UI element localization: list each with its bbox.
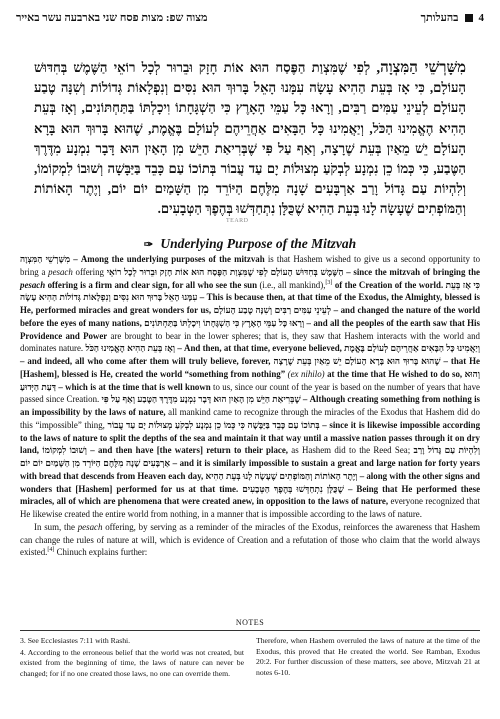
commentary-paragraph bbox=[20, 253, 480, 521]
square-bullet-icon bbox=[465, 14, 473, 22]
translation: – and it is similarly impossible to sustain a great and large nation for forty years with bread that descends from Heaven each day, bbox=[20, 458, 481, 481]
explanation: to us, since our count of the year is based on the number of years that have passed since Creation. bbox=[20, 381, 480, 405]
hebrew-citation: וְרָאוּ כָּל עַמֵּי הָאָרֶץ כִּי הַשְׁגָּחָתוֹ וִיכָלְתּוֹ בַּתַּחְתּוֹנִים bbox=[144, 317, 305, 328]
section-title: Underlying Purpose of the Mitzvah bbox=[160, 236, 357, 251]
note-ref: [3] bbox=[325, 279, 333, 286]
note: 4. According to the erroneous belief that the world was not created, but existed from the beginning of time, the laws of nature can never be changed; for if no one created those laws, no one can override them. bbox=[20, 647, 244, 678]
notes-section bbox=[20, 636, 480, 714]
hebrew-citation: וְשׁוּבוֹ לִמְקוֹמוֹ bbox=[42, 445, 87, 456]
running-head bbox=[16, 8, 484, 28]
mitzvah-title: מצוה שפ: מצות פסח שני בארבעה עשר באייר bbox=[16, 12, 208, 24]
hebrew-citation: בְּתוֹכוֹ עַם כָּבֵד בַּיַּבָּשָׁה bbox=[247, 419, 320, 430]
book-title: בהעלותך bbox=[420, 12, 459, 24]
hebrew-citation: וְהוּא דַּעַת הַיְּדוּעַ bbox=[20, 368, 481, 392]
hebrew-citation: וְלִהְיוֹת עַם גָּדוֹל וָרַב אַרְבָּעִים שָׁנָה מִלֶּחֶם הַיּוֹרֵד מִן הַשָּׁמַיִם יוֹם יוֹם bbox=[20, 445, 481, 468]
explanation: all mankind came to recognize through the miracles of the Exodus that Hashem did do this “impossible” thing, bbox=[20, 407, 480, 430]
hebrew-citation: שֶׁהוּא בָּרוּךְ הוּא בָּרָא הָעוֹלָם יֵשׁ מֵאַיִן בְּעֵת שֶׁרָצָה bbox=[273, 356, 441, 366]
explanation: offering bbox=[72, 266, 104, 277]
hebrew-main-text bbox=[34, 58, 466, 220]
translation: at the time that He wished to do so, bbox=[324, 368, 463, 379]
notes-heading: NOTES bbox=[235, 618, 265, 627]
hebrew-body: לְפִי שֶׁמִּצְוַת הַפֶּסַח הוּא אוֹת חָזָק וּבֵרוּר לְכָל רוֹאֵי הַשֶּׁמֶשׁ בְּחִדּוּשׁ הָעוֹלָם, כִּי אָז בְּעֵת הַהִיא עָשָׂה עִמָּנוּ הָאֵל בָּרוּךְ הוּא נִסִּים וְנִפְלָאוֹת גְּדוֹלוֹת וְשִׁנָּה טֶבַע הָעוֹלָם לְעֵינֵי עַמִּים רַבִּים, וְרָאוּ כָּל עַמֵּי הָאָרֶץ כִּי הַשְׁגָּחָתוֹ וִיכָלְתּוֹ בַּתַּחְתּוֹנִים, וְאָז בְּעֵת הַהִיא הֶאֱמִינוּ הַכֹּל, וְיַאֲמִינוּ כָּל הַבָּאִים אַחֲרֵיהֶם לְעוֹלָם בֶּאֱמֶת, שֶׁהוּא בָּרוּךְ הוּא בָּרָא הָעוֹלָם יֵשׁ מֵאַיִן בְּעֵת שֶׁרָצָה, וְאַף עַל פִּי שֶׁבְּרִיאַת הַיֵּשׁ מִן הָאַיִן הוּא דָּבָר נִמְנָע מִדֶּרֶךְ הַטֶּבַע, כִּי כְּמוֹ כֵן נִמְנָע לְבְקֹעַ מְצוּלוֹת יָם עַד עֲבוֹר בְּתוֹכוֹ עַם כָּבֵד בַּיַּבָּשָׁה וְשׁוּבוֹ לִמְקוֹמוֹ, וְלִהְיוֹת עַם גָּדוֹל וָרַב אַרְבָּעִים שָׁנָה מִלֶּחֶם הַיּוֹרֵד מִן הַשָּׁמַיִם יוֹם יוֹם, וְיֶתֶר הָאוֹתוֹת וְהַמּוֹפְתִים שֶׁעָשָׂה לָנוּ בְּעֵת הַהִיא שֶׁכֻּלָּן נִתְחַדְּשׁוּ בְּהֶפֶךְ הַטְּבָעִים. bbox=[34, 60, 466, 217]
commentary-paragraph bbox=[20, 521, 480, 559]
hebrew-citation: לְפִי שֶׁמִּצְוַת הַפֶּסַח הוּא אוֹת חָזָק וּבֵרוּר לְכָל רוֹאֵי bbox=[106, 266, 268, 277]
hebrew-opening-words: מִשָּׁרְשֵׁי הַמִּצְוָה, bbox=[376, 60, 467, 76]
translation: – Although creating something from nothing is an impossibility by the laws of nature, bbox=[20, 394, 480, 417]
translation: offering is a firm and clear sign, for all who see the sun bbox=[45, 279, 258, 290]
hebrew-citation: שֶׁבְּרִיאַת הַיֵּשׁ מִן הָאַיִן הוּא דָּבָר נִמְנָע מִדֶּרֶךְ הַטֶּבַע bbox=[137, 394, 301, 405]
notes-column-left bbox=[20, 636, 244, 714]
translation: – Among the underlying purposes of the mitzvah bbox=[73, 254, 265, 264]
translation: – along with the other signs and wonders that [Hashem] performed for us at that time. bbox=[20, 470, 480, 494]
translation: – and all the peoples of the earth saw that His Providence and Power bbox=[20, 317, 480, 341]
explanation: as Hashem did to the Reed Sea; bbox=[287, 445, 411, 456]
notes-column-right bbox=[256, 636, 480, 714]
section-heading bbox=[0, 236, 500, 252]
italic-term: (ex nihilo) bbox=[285, 368, 325, 379]
hebrew-citation: כִּי כְּמוֹ כֵן נִמְנָע לִבְקֹעַ מְצוּלוֹת יָם עַד עֲבוֹר bbox=[107, 419, 245, 430]
page-number: 4 bbox=[478, 12, 484, 24]
italic-term: pesach bbox=[77, 521, 103, 532]
explanation: (i.e., all mankind), bbox=[257, 279, 326, 290]
explanation: everyone recognized that He likewise created the entire world from nothing, in a manner that is impossible according to the laws of nature. bbox=[20, 496, 480, 519]
translation: of the Exodus, the Almighty, blessed is He, performed miracles and great wonders for us, bbox=[20, 292, 481, 315]
translation: of the Creation of the world. bbox=[332, 279, 444, 290]
hebrew-citation: לְעֵינֵי עַמִּים רַבִּים bbox=[274, 305, 332, 315]
translation: – This is because then, at that time bbox=[197, 292, 332, 303]
hebrew-citation: וְאָז בְּעֵת הַהִיא הֶאֱמִינוּ הַכֹּל bbox=[85, 343, 176, 354]
translation: – since the mitzvah of bringing the bbox=[343, 266, 481, 277]
hebrew-citation: עִמָּנוּ הָאֵל בָּרוּךְ הוּא נִסִּים וְנִפְלָאוֹת גְּדוֹלוֹת bbox=[59, 292, 198, 303]
translation: – and then have [the waters] return to their place, bbox=[86, 445, 288, 456]
hebrew-citation: וְשִׁנָּה טֶבַע הָעוֹלָם bbox=[213, 305, 273, 315]
quill-icon: ✑ bbox=[143, 239, 154, 251]
note: Therefore, when Hashem overruled the laws of nature at the time of the Exodus, this proved that He created the world. See Ramban, Exodus 20:2. For further discussion of these matters, see above, Mitzvah 21 at notes 6-10. bbox=[256, 636, 480, 677]
hebrew-citation: מִשָּׁרְשֵׁי הַמִּצְוָה bbox=[20, 254, 71, 264]
italic-term: pesach bbox=[20, 279, 46, 290]
page-label bbox=[421, 12, 484, 24]
stamp: TEARD bbox=[226, 218, 249, 224]
english-commentary bbox=[20, 253, 480, 559]
translation: – since it is likewise impossible according to the laws of nature to split the depths of the sea and maintain it that way until a massive nation passes through it on dry land, bbox=[20, 419, 481, 456]
italic-term: pesach bbox=[48, 266, 73, 277]
hebrew-citation: שֶׁכֻּלָּן נִתְחַדְּשׁוּ בְּהֶפֶךְ הַטְּבָעִים bbox=[242, 483, 344, 494]
hebrew-citation: הַשֶּׁמֶשׁ בְּחִדּוּשׁ הָעוֹלָם bbox=[270, 266, 344, 277]
hebrew-citation: כִּי אָז בְּעֵת הַהִיא עָשָׂה bbox=[20, 279, 481, 303]
explanation: In sum, the bbox=[34, 521, 78, 532]
translation: – and indeed, all who come after them will truly believe, forever, bbox=[20, 356, 271, 366]
note-ref: [4] bbox=[47, 547, 55, 554]
translation: – Being that He performed these miracles, all of which are phenomena that were created anew, in opposition to the laws of nature, bbox=[20, 483, 481, 507]
translation: – And then, at that time, everyone believed, bbox=[175, 343, 342, 354]
explanation: Chinuch explains further: bbox=[54, 547, 148, 558]
hebrew-citation: וְיַאֲמִינוּ כָּל הַבָּאִים אַחֲרֵיהֶם לְעוֹלָם בֶּאֱמֶת bbox=[344, 343, 481, 354]
explanation: offering, by serving as a reminder of the miracles of the Exodus, reinforces the awareness that Hashem can change the rules of nature at will, which is evidence of Creation and a refutation of those who claim that the world always existed. bbox=[20, 521, 481, 558]
translation: – that He [Hashem], blessed is He, created the world “something from nothing” bbox=[20, 356, 480, 379]
explanation: are brought to bear in the lower spheres; that is, they saw that Hashem interacts with the world and dominates nature. bbox=[20, 330, 480, 354]
translation: – and changed the nature of the world before the eyes of many nations, bbox=[20, 305, 481, 328]
explanation: is that Hashem wished to give us a second opportunity to bring a bbox=[20, 254, 481, 277]
translation: – which is at the time that is well known bbox=[56, 381, 211, 392]
hebrew-citation: וְאַף עַל פִּי bbox=[101, 394, 136, 405]
hebrew-citation: וְיֶתֶר הָאוֹתוֹת וְהַמּוֹפְתִים שֶׁעָשָׂה לָנוּ בְּעֵת הַהִיא bbox=[205, 470, 358, 481]
notes-divider bbox=[20, 630, 480, 631]
note: 3. See Ecclesiastes 7:11 with Rashi. bbox=[20, 636, 131, 645]
